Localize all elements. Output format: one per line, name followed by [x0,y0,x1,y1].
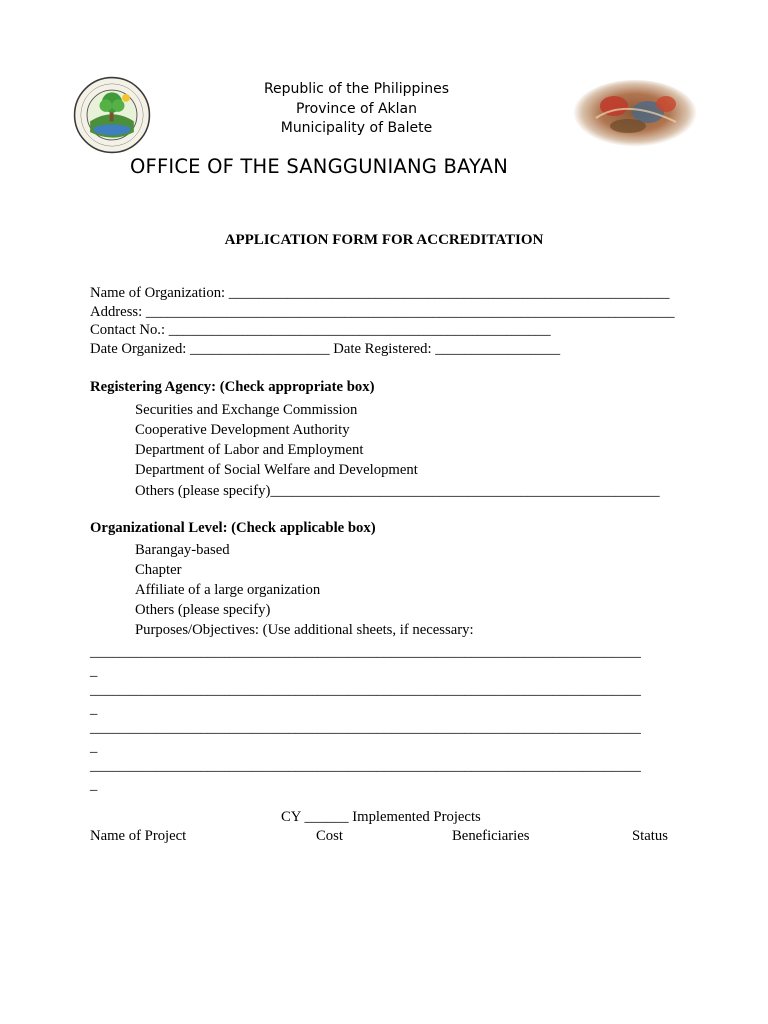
column-cost: Cost [316,828,343,844]
agency-option-dole[interactable]: Department of Labor and Employment [135,442,364,458]
objective-line-tail: _ [90,701,98,717]
objective-line-tail: _ [90,739,98,755]
office-title: OFFICE OF THE SANGGUNIANG BAYAN [130,155,508,178]
address-field[interactable]: Address: ________________________________________________________________________ [90,304,675,320]
level-option-chapter[interactable]: Chapter [135,562,182,578]
objective-line[interactable]: ___________________________________________________________________________ [90,644,641,660]
level-option-affiliate[interactable]: Affiliate of a large organization [135,582,321,598]
agency-option-dswd[interactable]: Department of Social Welfare and Development [135,462,418,478]
form-title: APPLICATION FORM FOR ACCREDITATION [224,232,544,248]
purposes-objectives-label: Purposes/Objectives: (Use additional sheets, if necessary: [135,622,474,638]
header-province: Province of Aklan [296,100,417,117]
implemented-projects-heading: CY ______ Implemented Projects [281,809,481,825]
objective-line-tail: _ [90,777,98,793]
agency-option-others[interactable]: Others (please specify)_____________________________________________________ [135,483,660,499]
name-of-organization-field[interactable]: Name of Organization: ____________________________________________________________ [90,285,670,301]
agency-option-sec[interactable]: Securities and Exchange Commission [135,402,358,418]
level-option-barangay[interactable]: Barangay-based [135,542,230,558]
date-organized-registered-field[interactable]: Date Organized: ___________________ Date Registered: _________________ [90,341,561,357]
column-beneficiaries: Beneficiaries [452,828,530,844]
registering-agency-heading: Registering Agency: (Check appropriate box) [90,379,375,395]
organizational-level-heading: Organizational Level: (Check applicable box) [90,520,376,536]
column-name-of-project: Name of Project [90,828,187,844]
objective-line[interactable]: ___________________________________________________________________________ [90,758,641,774]
agency-option-cda[interactable]: Cooperative Development Authority [135,422,350,438]
municipal-seal-logo [73,76,151,154]
header-municipality: Municipality of Balete [280,120,433,136]
balete-photo-image [566,78,704,158]
column-status: Status [632,828,668,844]
header-country: Republic of the Philippines [263,81,450,97]
level-option-others[interactable]: Others (please specify) [135,602,271,618]
contact-number-field[interactable]: Contact No.: ____________________________________________________ [90,322,551,338]
objective-line[interactable]: ___________________________________________________________________________ [90,720,641,736]
objective-line-tail: _ [90,663,98,679]
header-address-block [200,80,513,139]
objective-line[interactable]: ___________________________________________________________________________ [90,682,641,698]
